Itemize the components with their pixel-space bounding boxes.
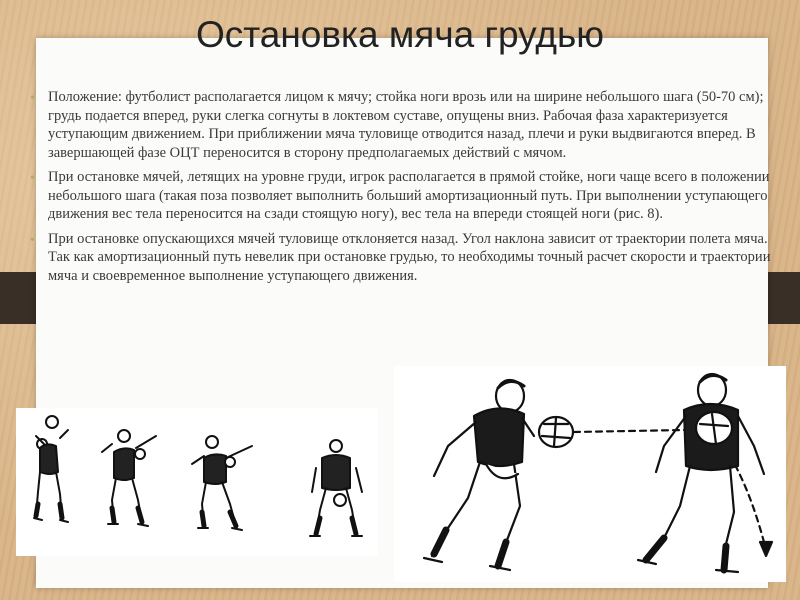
player-figure-4 (310, 440, 362, 536)
player-figure-running (424, 380, 534, 570)
illustration-sequence (16, 408, 378, 556)
paragraph-text: Положение: футболист располагается лицом к мячу; стойка ноги врозь или на ширине небольшого шага (50-70 см); грудь подается вперед, руки слегка согнуты в локтевом суставе, опущены вниз. Рабочая фаза характеризуется уступающим движением. При приближении мяча туловище отводится назад, плечи и руки выдвигаются вперед. В завершающей фазе ОЦТ переносится в сторону предполагаемых действий с мячом. (48, 89, 764, 161)
player-figure-receiving (638, 374, 764, 572)
bullet-icon: • (30, 232, 35, 248)
illustration-chest-stop (394, 366, 786, 582)
arrow-head-icon (760, 542, 772, 556)
slide-content (26, 88, 776, 291)
player-sequence-drawing (16, 408, 378, 556)
paragraph-text: При остановке опускающихся мячей туловище отклоняется назад. Угол наклона зависит от траектории полета мяча. Так как амортизационный путь невелик при остановке грудью, то необходимы точный расчет скорости и траектории мяча и своевременное выполнение уступающего движения. (48, 230, 771, 284)
player-figure-3 (192, 436, 252, 530)
bullet-icon: • (30, 171, 35, 186)
ball-icon (539, 417, 573, 447)
slide-title: Остановка мяча грудью (195, 14, 605, 55)
paragraph-descending-balls (26, 230, 776, 286)
paragraph-position (26, 88, 776, 162)
player-figure-1 (34, 416, 68, 522)
paragraph-chest-level (26, 168, 776, 224)
paragraph-text: При остановке мячей, летящих на уровне груди, игрок располагается в прямой стойке, ноги чаще всего в положении небольшого шага (такая поза позволяет выполнить больший амортизационный путь. При выполнении уступающего движения вес тела переносится на сзади стоящую ногу), вес тела на впереди стоящей ноги (рис. 8). (48, 169, 770, 222)
player-figure-2 (102, 430, 156, 526)
chest-stop-drawing (394, 366, 786, 582)
bullet-icon: • (30, 91, 35, 106)
